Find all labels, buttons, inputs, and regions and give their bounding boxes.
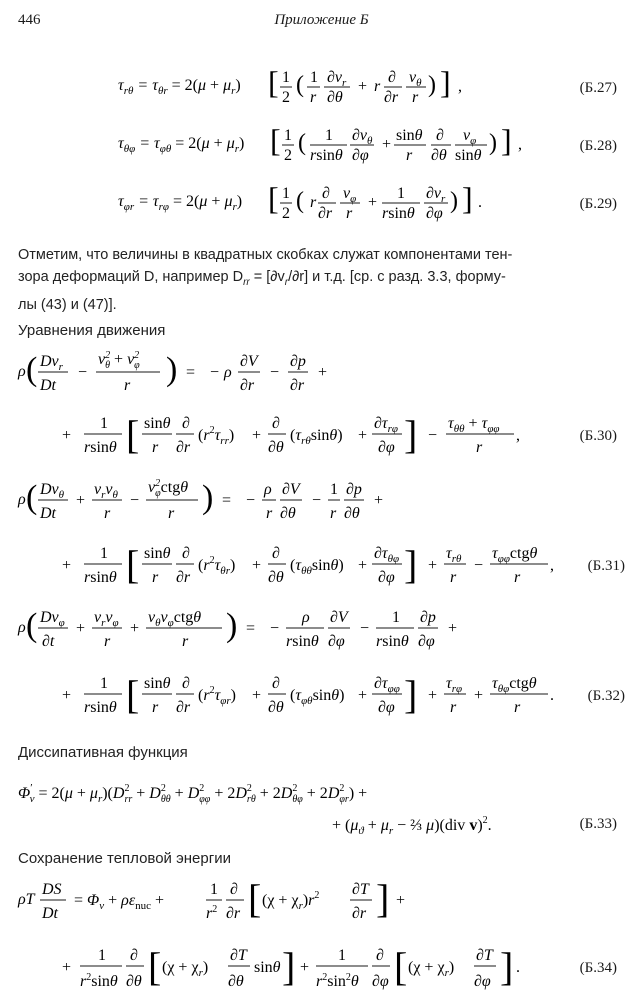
- equation-b33-formula: [0, 774, 560, 840]
- svg-text:∂vr: $\partial v_r$: [327, 69, 347, 89]
- svg-text:∂φ: ∂φ: [378, 569, 395, 586]
- svg-text:+: +: [252, 427, 262, 444]
- svg-text:]: ]: [440, 64, 451, 100]
- svg-text:∂: ∂: [272, 415, 280, 432]
- paragraph-line-1: Отметим, что величины в квадратных скобках служат компонентами тен-: [18, 247, 513, 263]
- svg-text:(r2τφr): $(r^2\tau_{\varphi r})$: [198, 685, 236, 707]
- svg-text:∂T: ∂T: [230, 947, 247, 964]
- svg-text:∂p: ∂p: [290, 353, 306, 370]
- svg-text:]: ]: [376, 876, 390, 921]
- equation-number: (Б.30): [579, 428, 617, 444]
- svg-text:+: +: [252, 687, 262, 704]
- svg-text:,: ,: [516, 427, 520, 444]
- svg-text:∂φ: ∂φ: [474, 973, 491, 990]
- svg-text:(τrθsinθ): $(\tau_{r\theta}\sin\theta)$: [290, 427, 343, 447]
- svg-text:ρ: ρ: [224, 364, 232, 381]
- svg-text:∂V: ∂V: [240, 353, 258, 370]
- svg-text:1: 1: [98, 947, 106, 964]
- svg-text:[: [: [394, 944, 408, 989]
- svg-text:∂θ: ∂θ: [344, 505, 360, 522]
- svg-text:r: r: [152, 699, 159, 716]
- equation-number: (Б.34): [579, 960, 617, 976]
- svg-text:r: r: [124, 377, 131, 394]
- svg-text:1: 1: [392, 609, 400, 626]
- svg-text:vθvφctgθ: $v_\theta v_\varphi ctg\theta$: [148, 609, 202, 629]
- svg-text:(τφθsinθ): $(\tau_{\varphi\theta}\sin\theta)$: [290, 687, 345, 707]
- svg-text:∂θ: ∂θ: [126, 973, 142, 990]
- svg-text:∂p: ∂p: [346, 481, 362, 498]
- svg-text:[: [: [126, 412, 140, 457]
- svg-text:]: ]: [500, 944, 514, 989]
- svg-text:∂: ∂: [182, 675, 190, 692]
- svg-text:∂φ: ∂φ: [378, 439, 395, 456]
- svg-text:∂vr: $\partial v_r$: [426, 185, 446, 205]
- svg-text:]: ]: [404, 412, 418, 457]
- svg-text:r: r: [168, 505, 175, 522]
- svg-text:.: .: [478, 194, 482, 211]
- svg-text:(χ + χr): $(\chi + \chi_r)$: [162, 959, 209, 979]
- svg-text:∂T: ∂T: [476, 947, 493, 964]
- svg-text:r: r: [152, 569, 159, 586]
- svg-text:r: r: [266, 505, 273, 522]
- svg-text:rsinθ: rsinθ: [84, 699, 117, 716]
- equation-b31-formula: [0, 472, 560, 592]
- svg-text:r: r: [330, 505, 337, 522]
- svg-text:[: [: [126, 542, 140, 587]
- svg-text:∂θ: ∂θ: [431, 147, 447, 164]
- equation-b29: [0, 176, 643, 226]
- page-header: [0, 12, 643, 38]
- svg-text:+: +: [368, 194, 378, 211]
- svg-text:sinθ: sinθ: [254, 959, 281, 976]
- svg-text:1: 1: [100, 415, 108, 432]
- svg-text:τφφctgθ: $\tau_{\varphi\varphi}ctg\theta$: [492, 545, 538, 565]
- equation-number: (Б.32): [587, 688, 625, 704]
- svg-text:,: ,: [458, 78, 462, 95]
- svg-text:rsinθ: rsinθ: [84, 439, 117, 456]
- svg-text:]: ]: [282, 944, 296, 989]
- svg-text:DS: DS: [42, 881, 62, 898]
- svg-text:1: 1: [284, 127, 292, 144]
- svg-text:1: 1: [210, 881, 218, 898]
- svg-text:): ): [489, 130, 497, 156]
- svg-text:1: 1: [310, 69, 318, 86]
- svg-text:ρ: ρ: [18, 619, 26, 636]
- svg-text:∂θ: ∂θ: [228, 973, 244, 990]
- svg-text:=: =: [186, 364, 196, 381]
- svg-text:[: [: [126, 672, 140, 717]
- svg-text:= Φv + ρεnuc +: = $\Phi_v + \rho\varepsilon_{nuc}$ +: [74, 892, 165, 912]
- svg-text:r: r: [104, 633, 111, 650]
- svg-text:∂: ∂: [376, 947, 384, 964]
- svg-text:rsinθ: rsinθ: [310, 147, 343, 164]
- svg-text:1: 1: [325, 127, 333, 144]
- svg-text:]: ]: [462, 180, 473, 216]
- svg-text:r: r: [346, 205, 353, 222]
- svg-text:r: r: [476, 439, 483, 456]
- svg-text:]: ]: [501, 122, 512, 158]
- svg-text:∂θ: ∂θ: [280, 505, 296, 522]
- svg-text:+: +: [76, 492, 86, 509]
- equation-b27-formula: [0, 60, 560, 110]
- svg-text:r: r: [406, 147, 413, 164]
- svg-text:+: +: [62, 427, 72, 444]
- svg-text:∂θ: ∂θ: [327, 89, 343, 106]
- svg-text:+: +: [358, 687, 368, 704]
- svg-text:∂T: ∂T: [352, 881, 369, 898]
- svg-text:∂r: ∂r: [176, 569, 191, 586]
- svg-text:τrφ: $\tau_{r\varphi}$: [446, 675, 463, 695]
- svg-text:+: +: [62, 687, 72, 704]
- equation-number: (Б.31): [587, 558, 625, 574]
- svg-text:[: [: [268, 64, 279, 100]
- svg-text:∂φ: ∂φ: [418, 633, 435, 650]
- svg-text:+: +: [76, 620, 86, 637]
- equation-b31: [0, 472, 643, 592]
- svg-text:∂r: ∂r: [384, 89, 399, 106]
- svg-text:Dt: Dt: [42, 905, 58, 922]
- equation-b30: [0, 344, 643, 462]
- svg-text:ρ: ρ: [302, 609, 310, 626]
- svg-text:(: (: [26, 607, 38, 644]
- svg-text:+: +: [382, 136, 392, 153]
- svg-text:∂p: ∂p: [420, 609, 436, 626]
- svg-text:[: [: [248, 876, 262, 921]
- equation-number: (Б.28): [579, 138, 617, 154]
- equation-b34: [0, 872, 643, 998]
- equation-b32: [0, 600, 643, 724]
- svg-text:r: r: [450, 699, 457, 716]
- svg-text:.: .: [550, 687, 554, 704]
- heading-motion: Уравнения движения: [18, 322, 166, 339]
- svg-text:−: −: [312, 492, 322, 509]
- svg-text:τφr = τrφ = 2(μ + μr): $\tau_{\varphi r} = \tau_{r\varphi} = 2(\mu + \mu_r)$: [118, 193, 243, 213]
- svg-text:−: −: [246, 492, 256, 509]
- svg-text:[: [: [268, 180, 279, 216]
- svg-text:[: [: [270, 122, 281, 158]
- svg-text:Dvφ: $Dv_\varphi$: [40, 609, 65, 629]
- svg-text:vθ: $v_\theta$: [409, 69, 422, 89]
- svg-text:ρ: ρ: [18, 491, 26, 508]
- svg-text:r: r: [412, 89, 419, 106]
- svg-text:ρ: ρ: [264, 481, 272, 498]
- svg-text:∂r: ∂r: [240, 377, 255, 394]
- svg-text:+: +: [130, 620, 140, 637]
- svg-text:∂V: ∂V: [330, 609, 348, 626]
- svg-text:∂τφφ: $\partial\tau_{\varphi\varphi}$: [374, 675, 400, 695]
- svg-text:+: +: [358, 427, 368, 444]
- svg-text:sinθ: sinθ: [144, 415, 171, 432]
- svg-text:(: (: [26, 479, 38, 516]
- svg-text:r2sin2θ: $r^2\sin^2\theta$: [316, 972, 359, 990]
- svg-text:rsinθ: rsinθ: [84, 569, 117, 586]
- svg-text:∂τrφ: $\partial\tau_{r\varphi}$: [374, 415, 399, 435]
- equation-b34-formula: [0, 872, 560, 998]
- svg-text:+: +: [252, 557, 262, 574]
- svg-text:+: +: [318, 364, 328, 381]
- svg-text:rsinθ: rsinθ: [286, 633, 319, 650]
- svg-text:+: +: [428, 557, 438, 574]
- svg-text:+: +: [62, 959, 72, 976]
- paragraph-line-3: лы (43) и (47)].: [18, 296, 117, 313]
- equation-b28: [0, 118, 643, 168]
- svg-text:vrvθ: $v_rv_\theta$: [94, 481, 118, 501]
- svg-text:∂τθφ: $\partial\tau_{\theta\varphi}$: [374, 545, 400, 565]
- svg-text:2: 2: [282, 205, 290, 222]
- svg-text:∂: ∂: [322, 185, 330, 202]
- svg-text:∂φ: ∂φ: [352, 147, 369, 164]
- svg-text:−: −: [130, 492, 140, 509]
- svg-text:∂V: ∂V: [282, 481, 300, 498]
- svg-text:r: r: [514, 699, 521, 716]
- svg-text:,: ,: [518, 136, 522, 153]
- svg-text:r2: $r^2$: [206, 904, 218, 922]
- svg-text:): ): [450, 188, 458, 214]
- svg-text:∂φ: ∂φ: [328, 633, 345, 650]
- svg-text:.: .: [516, 959, 520, 976]
- svg-text:r: r: [310, 89, 317, 106]
- svg-text:ρT: ρT: [18, 891, 35, 908]
- svg-text:τrθ: $\tau_{r\theta}$: [446, 545, 462, 565]
- svg-text:∂φ: ∂φ: [372, 973, 389, 990]
- svg-text:+: +: [300, 959, 310, 976]
- svg-text:∂r: ∂r: [226, 905, 241, 922]
- svg-text:τθφ = τφθ = 2(μ + μr): $\tau_{\theta\varphi} = \tau_{\varphi\theta} = 2(\mu + \mu_r)$: [118, 135, 245, 155]
- svg-text:vφ: $v_\varphi$: [343, 185, 357, 205]
- svg-text:=: =: [246, 620, 256, 637]
- svg-text:+: +: [474, 687, 484, 704]
- equation-b27: [0, 60, 643, 110]
- svg-text:(: (: [296, 188, 304, 214]
- svg-text:r: r: [182, 633, 189, 650]
- paragraph-line-2: зора деформаций D, например $D_{rr} = [\partial v_r/\partial r]$ и т.д. [ср. с разд. 3.3, форму-: [18, 269, 506, 288]
- equation-b28-formula: [0, 118, 560, 168]
- svg-text:(χ + χr)r2: $(\chi + \chi_r)r^2$: [262, 890, 320, 912]
- svg-text:1: 1: [282, 69, 290, 86]
- svg-text:1: 1: [330, 481, 338, 498]
- svg-text:1: 1: [282, 185, 290, 202]
- svg-text:sinθ: sinθ: [144, 675, 171, 692]
- svg-text:∂: ∂: [130, 947, 138, 964]
- svg-text:∂: ∂: [182, 545, 190, 562]
- svg-text:+: +: [358, 557, 368, 574]
- svg-text:): ): [226, 607, 238, 644]
- svg-text:1: 1: [338, 947, 346, 964]
- svg-text:r: r: [104, 505, 111, 522]
- svg-text:r2sinθ: $r^2\sin\theta$: [80, 972, 118, 990]
- svg-text:v2θ + v2φ: $v^2$ $\theta + v^2$ φ: [98, 350, 140, 371]
- svg-text:sinθ: sinθ: [455, 147, 482, 164]
- svg-text:−: −: [474, 557, 484, 574]
- svg-text:r: r: [152, 439, 159, 456]
- svg-text:∂r: ∂r: [318, 205, 333, 222]
- page-number: 446: [18, 12, 41, 28]
- svg-text:]: ]: [404, 542, 418, 587]
- svg-text:2: 2: [284, 147, 292, 164]
- svg-text:[: [: [148, 944, 162, 989]
- svg-text:−: −: [270, 364, 280, 381]
- svg-text:): ): [166, 351, 178, 388]
- svg-text:r: r: [374, 78, 381, 95]
- svg-text:): ): [428, 72, 436, 98]
- svg-text:(r2τrr): $(r^2\tau_{rr})$: [198, 425, 235, 447]
- running-head: Приложение Б: [274, 12, 369, 28]
- equation-number: (Б.27): [579, 80, 617, 96]
- heading-thermal: Сохранение тепловой энергии: [18, 850, 231, 867]
- svg-text:∂r: ∂r: [176, 699, 191, 716]
- svg-text:∂: ∂: [230, 881, 238, 898]
- equation-number: (Б.29): [579, 196, 617, 212]
- svg-text:ρ: ρ: [18, 363, 26, 380]
- svg-text:+: +: [374, 492, 384, 509]
- equation-b33: [0, 774, 643, 840]
- svg-text:(: (: [26, 351, 38, 388]
- equation-b30-formula: [0, 344, 560, 462]
- svg-text:1: 1: [100, 675, 108, 692]
- equation-b29-formula: [0, 176, 560, 226]
- svg-text:1: 1: [397, 185, 405, 202]
- svg-text:∂: ∂: [272, 675, 280, 692]
- explanatory-paragraph: [18, 244, 628, 316]
- svg-text:(τθθsinθ): $(\tau_{\theta\theta}\sin\theta)$: [290, 557, 344, 577]
- svg-text:∂t: ∂t: [42, 633, 55, 650]
- svg-text:2: 2: [282, 89, 290, 106]
- svg-text:=: =: [222, 492, 232, 509]
- svg-text:∂φ: ∂φ: [378, 699, 395, 716]
- svg-text:∂: ∂: [272, 545, 280, 562]
- svg-text:∂φ: ∂φ: [426, 205, 443, 222]
- svg-text:τθθ + τφφ: $\tau_{\theta\theta} + \tau_{\varphi\varphi}$: [448, 415, 500, 435]
- svg-text:r: r: [450, 569, 457, 586]
- svg-text:∂θ: ∂θ: [268, 699, 284, 716]
- equation-number: (Б.33): [579, 816, 617, 832]
- svg-text:∂θ: ∂θ: [268, 439, 284, 456]
- svg-text:(: (: [296, 72, 304, 98]
- svg-text:Φ′v = 2(μ + μr)(D2rr + D2θθ +: Φ′ $v = 2(\mu + \mu_r)(D^2$ rr + $D^2$ $\theta\theta + D^2$ $\varphi\varphi + 2D^2$ $r\theta + 2D^2$ $\theta\varphi + 2D^2$ φr) +: [18, 782, 368, 805]
- svg-text:rsinθ: rsinθ: [382, 205, 415, 222]
- svg-text:+: +: [396, 892, 406, 909]
- svg-text:+ (μϑ + μr − ⅔ μ)(div v)2.: + ($\mu_ϑ + \mu_r$ − ⅔ μ)(div v)$^2$.: [332, 815, 492, 837]
- svg-text:r: r: [310, 194, 317, 211]
- svg-text:∂r: ∂r: [176, 439, 191, 456]
- svg-text:∂r: ∂r: [352, 905, 367, 922]
- svg-text:vφ: $v_\varphi$: [463, 127, 477, 147]
- svg-text:(: (: [298, 130, 306, 156]
- svg-text:τθφctgθ: $\tau_{\theta\varphi}ctg\theta$: [492, 675, 537, 695]
- svg-text:v2φctgθ: $v^2$ φctgθ: [148, 478, 189, 499]
- svg-text:(r2τθr): $(r^2\tau_{\theta r})$: [198, 555, 236, 577]
- svg-text:+: +: [448, 620, 458, 637]
- svg-text:,: ,: [550, 557, 554, 574]
- svg-text:]: ]: [404, 672, 418, 717]
- svg-text:Dt: Dt: [40, 377, 56, 394]
- svg-text:sinθ: sinθ: [396, 127, 423, 144]
- heading-dissipation: Диссипативная функция: [18, 744, 188, 761]
- svg-text:vrvφ: $v_rv_\varphi$: [94, 609, 119, 629]
- svg-text:Dvθ: $Dv_\theta$: [40, 481, 65, 501]
- svg-text:∂: ∂: [388, 69, 396, 86]
- svg-text:sinθ: sinθ: [144, 545, 171, 562]
- svg-text:+: +: [428, 687, 438, 704]
- svg-text:): ): [202, 479, 214, 516]
- svg-text:∂θ: ∂θ: [268, 569, 284, 586]
- svg-text:Dvr: $Dv_r$: [40, 353, 63, 373]
- svg-text:(χ + χr): $(\chi + \chi_r)$: [408, 959, 455, 979]
- svg-text:−: −: [428, 427, 438, 444]
- svg-text:−: −: [78, 364, 88, 381]
- svg-text:−: −: [360, 620, 370, 637]
- equation-b32-formula: [0, 600, 560, 724]
- svg-text:−: −: [270, 620, 280, 637]
- svg-text:∂: ∂: [182, 415, 190, 432]
- svg-text:∂: ∂: [436, 127, 444, 144]
- svg-text:+: +: [358, 78, 368, 95]
- svg-text:∂r: ∂r: [290, 377, 305, 394]
- svg-text:rsinθ: rsinθ: [376, 633, 409, 650]
- svg-text:τrθ = τθr = 2(μ + μr): $\tau_{r\theta} = \tau_{\theta r} = 2(\mu + \mu_r)$: [118, 77, 241, 97]
- svg-text:r: r: [514, 569, 521, 586]
- svg-text:Dt: Dt: [40, 505, 56, 522]
- svg-text:−: −: [210, 364, 220, 381]
- svg-text:+: +: [62, 557, 72, 574]
- svg-text:∂vθ: $\partial v_\theta$: [352, 127, 373, 147]
- svg-text:1: 1: [100, 545, 108, 562]
